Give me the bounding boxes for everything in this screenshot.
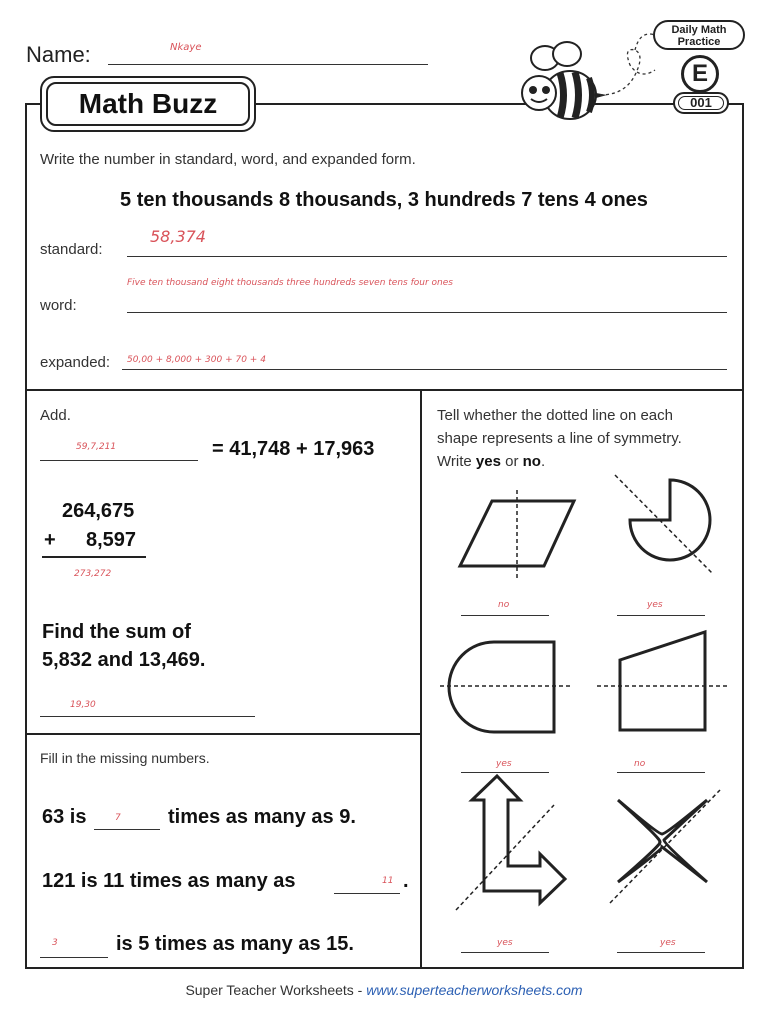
star-shape: [610, 790, 720, 903]
missing-label: Fill in the missing numbers.: [40, 750, 210, 766]
footer: [0, 982, 768, 998]
symmetry-answer-2: yes: [647, 600, 663, 610]
sum-line: [42, 556, 146, 558]
arrow-shape: [456, 776, 565, 910]
addend2: 8,597: [86, 529, 137, 551]
symmetry-answer-1: no: [498, 600, 510, 610]
standard-answer: 58,374: [150, 227, 206, 246]
or-word: or: [505, 453, 519, 470]
symmetry-answer-field[interactable]: [617, 758, 705, 773]
symmetry-answer-3: yes: [496, 759, 512, 769]
no-word: no: [522, 453, 541, 470]
find-sum-line2: 5,832 and 13,469.: [42, 649, 206, 671]
practice-badge: [653, 20, 745, 50]
trapezoid-shape: [597, 632, 727, 730]
add-eq-answer: 59,7,211: [76, 442, 117, 452]
rounded-square-shape: [440, 642, 572, 732]
q2-pre: 121 is 11 times as many as: [42, 870, 296, 892]
plus-sign: +: [44, 529, 56, 551]
find-sum-line1: Find the sum of: [42, 621, 191, 643]
section1-prompt: 5 ten thousands 8 thousands, 3 hundreds 7 tens 4 ones: [120, 189, 648, 211]
yes-word: yes: [475, 453, 501, 470]
vertical-sum-answer: 273,272: [74, 569, 112, 579]
word-answer: Five ten thousand eight thousands three hundreds seven tens four ones: [127, 278, 453, 288]
shapes-canvas: [422, 470, 742, 950]
footer-link[interactable]: www.superteacherworksheets.com: [366, 982, 583, 998]
badge-letter: [681, 55, 719, 93]
symmetry-line2: shape represents a line of symmetry.: [437, 430, 682, 447]
find-sum-answer: 19,30: [70, 700, 96, 710]
q2-answer: 11: [382, 876, 394, 886]
badge-number-text: 001: [690, 95, 712, 110]
add-label: Add.: [40, 407, 71, 424]
name-answer: Nkaye: [170, 42, 202, 53]
parallelogram-shape: [460, 490, 574, 580]
divider-top: [25, 389, 744, 391]
name-field[interactable]: [108, 48, 428, 65]
q1-post: times as many as 9.: [168, 806, 356, 828]
symmetry-line1: Tell whether the dotted line on each: [437, 407, 673, 424]
symmetry-answer-5: yes: [497, 938, 513, 948]
divider-left-mid: [25, 733, 421, 735]
add-equation: = 41,748 + 17,963: [212, 438, 375, 460]
expanded-answer: 50,00 + 8,000 + 300 + 70 + 4: [127, 355, 266, 365]
word-field[interactable]: [127, 298, 727, 313]
expanded-label: expanded:: [40, 354, 111, 371]
symmetry-line3: [437, 453, 545, 470]
title-banner: [40, 76, 256, 132]
badge-line2: Practice: [677, 36, 721, 48]
q3-field[interactable]: [40, 943, 108, 958]
badge-letter-text: E: [691, 60, 708, 87]
page-title: Math Buzz: [78, 88, 218, 119]
badge-number: [673, 92, 729, 114]
name-label: Name:: [26, 42, 91, 67]
section1-instruction: Write the number in standard, word, and expanded form.: [40, 151, 416, 168]
badge-line1: Daily Math: [671, 24, 727, 36]
symmetry-answer-6: yes: [660, 938, 676, 948]
pie-shape: [615, 475, 712, 573]
q3-answer: 3: [52, 938, 58, 948]
period: .: [540, 453, 546, 470]
standard-label: standard:: [40, 241, 103, 258]
add-eq-field[interactable]: [40, 446, 198, 461]
q2-post: .: [403, 870, 409, 892]
q1-pre: 63 is: [42, 806, 87, 828]
addend1: 264,675: [62, 500, 135, 522]
q3-post: is 5 times as many as 15.: [116, 933, 354, 955]
symmetry-answer-4: no: [634, 759, 646, 769]
q1-answer: 7: [115, 813, 121, 823]
write-word: Write: [437, 453, 472, 470]
q1-field[interactable]: [94, 815, 160, 830]
word-label: word:: [40, 297, 77, 314]
footer-credit: Super Teacher Worksheets -: [185, 982, 367, 998]
standard-field[interactable]: [127, 242, 727, 257]
